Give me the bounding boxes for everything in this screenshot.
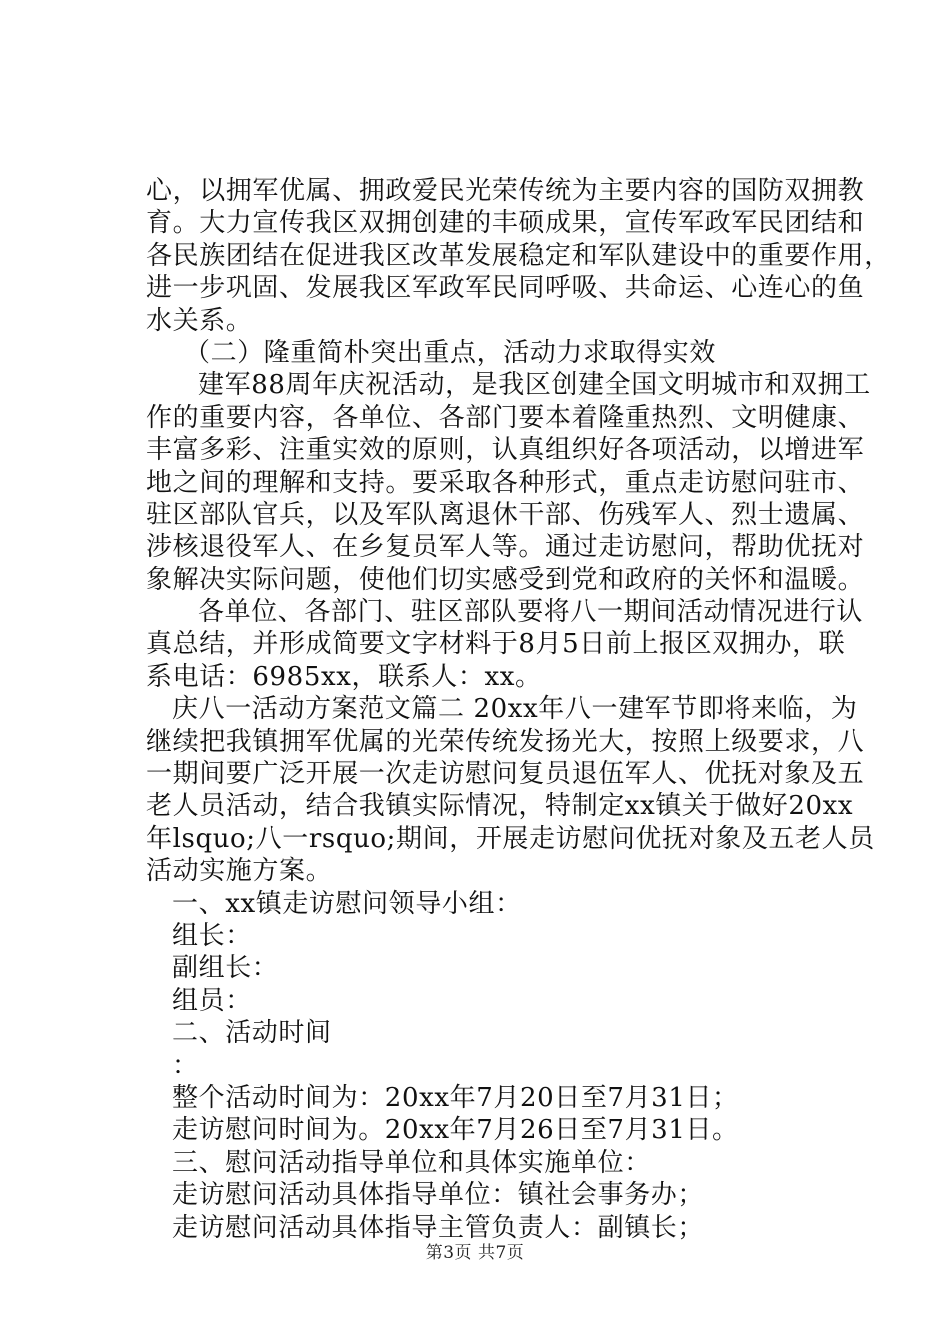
text-line: 育。大力宣传我区双拥创建的丰硕成果，宣传军政军民团结和 <box>146 208 865 239</box>
text-line: 三、慰问活动指导单位和具体实施单位： <box>172 1147 651 1178</box>
text-line: 各民族团结在促进我区改革发展稳定和军队建设中的重要作用， <box>146 240 891 271</box>
text-line: 走访慰问活动具体指导主管负责人：副镇长； <box>172 1212 705 1243</box>
text-line: （二）隆重简朴突出重点，活动力求取得实效 <box>184 337 717 368</box>
page-footer: 第3页 共7页 <box>425 1243 525 1263</box>
text-line: 涉核退役军人、在乡复员军人等。通过走访慰问，帮助优抚对 <box>146 532 865 563</box>
text-line: ： <box>172 1050 199 1081</box>
text-line: 走访慰问时间为。20xx年7月26日至7月31日。 <box>172 1115 739 1146</box>
text-line: 副组长： <box>172 953 279 984</box>
text-line: 系电话：6985xx，联系人：xx。 <box>146 661 542 692</box>
text-line: 整个活动时间为：20xx年7月20日至7月31日； <box>172 1082 739 1113</box>
text-line: 丰富多彩、注重实效的原则，认真组织好各项活动，以增进军 <box>146 435 865 466</box>
text-line: 一、xx镇走访慰问领导小组： <box>172 888 522 919</box>
text-line: 活动实施方案。 <box>146 856 333 887</box>
text-line: 心，以拥军优属、拥政爱民光荣传统为主要内容的国防双拥教 <box>146 176 865 206</box>
text-line: 地之间的理解和支持。要采取各种形式，重点走访慰问驻市、 <box>146 467 865 498</box>
text-line: 作的重要内容，各单位、各部门要本着隆重热烈、文明健康、 <box>146 402 865 433</box>
text-line: 二、活动时间 <box>172 1018 332 1049</box>
text-line: 庆八一活动方案范文篇二 20xx年八一建军节即将来临，为 <box>172 694 858 725</box>
text-line: 老人员活动，结合我镇实际情况，特制定xx镇关于做好20xx <box>146 791 854 822</box>
text-line: 真总结，并形成简要文字材料于8月5日前上报区双拥办，联 <box>146 629 846 660</box>
text-line: 水关系。 <box>146 305 253 336</box>
text-line: 继续把我镇拥军优属的光荣传统发扬光大，按照上级要求，八 <box>146 726 865 757</box>
document-body <box>146 175 891 1244</box>
text-line: 年lsquo;八一rsquo;期间，开展走访慰问优抚对象及五老人员 <box>146 823 875 854</box>
text-line: 各单位、各部门、驻区部队要将八一期间活动情况进行认 <box>198 597 864 628</box>
text-line: 象解决实际问题，使他们切实感受到党和政府的关怀和温暖。 <box>146 564 865 595</box>
text-line: 进一步巩固、发展我区军政军民同呼吸、共命运、心连心的鱼 <box>146 273 865 304</box>
text-line: 建军88周年庆祝活动，是我区创建全国文明城市和双拥工 <box>198 370 871 401</box>
text-line: 走访慰问活动具体指导单位：镇社会事务办； <box>172 1180 705 1211</box>
text-line: 驻区部队官兵，以及军队离退休干部、伤残军人、烈士遗属、 <box>146 499 865 530</box>
text-line: 组长： <box>172 920 252 951</box>
text-line: 一期间要广泛开展一次走访慰问复员退伍军人、优抚对象及五 <box>146 759 865 790</box>
text-line: 组员： <box>172 985 252 1016</box>
